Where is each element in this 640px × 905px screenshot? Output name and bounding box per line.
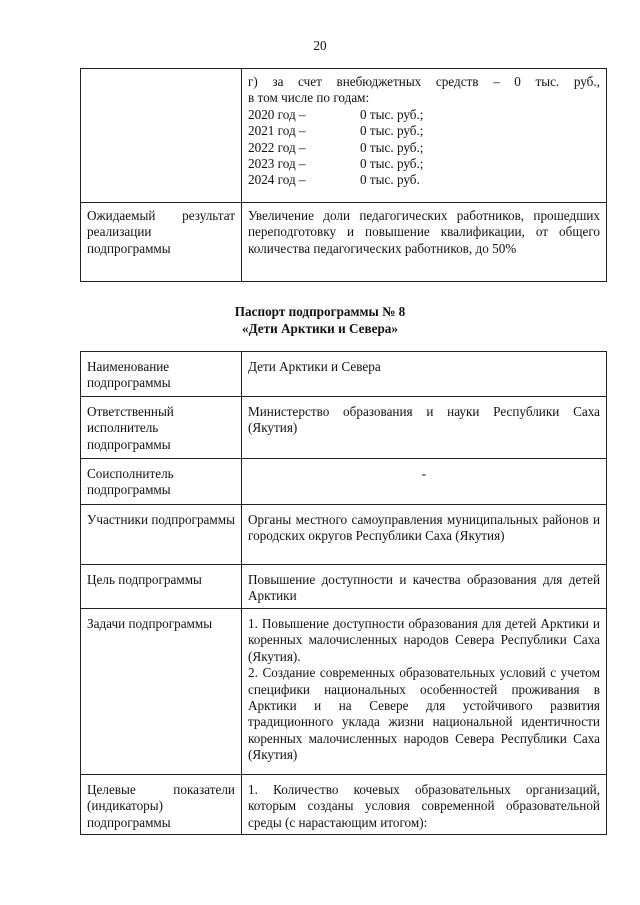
funding-table [80,68,607,282]
passport-row-value: Органы местного самоуправления муниципальных районов и городских округов Республики Саха (Якутия) [242,505,607,565]
passport-row-value: - [242,459,607,505]
year-line [248,172,600,188]
year-amount: 0 тыс. руб.; [360,123,424,139]
passport-row [81,352,607,397]
year-amount: 0 тыс. руб.; [360,106,424,122]
year-line [248,107,600,123]
year-line [248,140,600,156]
passport-row-label: Соисполнитель подпрограммы [81,459,242,505]
passport-table [80,351,607,835]
year-label: 2024 год – [248,172,306,188]
expected-result-row [81,203,607,282]
section-title-line2: «Дети Арктики и Севера» [241,321,398,336]
year-line [248,123,600,139]
funding-row [81,69,607,203]
funding-value-cell [242,69,607,203]
expected-result-label: Ожидаемый результат реализации подпрограммы [81,203,242,282]
year-amount: 0 тыс. руб. [360,172,420,188]
year-label: 2023 год – [248,156,306,172]
passport-row [81,505,607,565]
year-line [248,156,600,172]
year-label: 2020 год – [248,106,306,122]
year-label: 2021 год – [248,123,306,139]
funding-intro-years: в том числе по годам: [248,90,370,106]
passport-row [81,459,607,505]
passport-row-value: Повышение доступности и качества образования для детей Арктики [242,565,607,609]
page-number: 20 [313,38,327,53]
passport-row-value: 1. Количество кочевых образовательных организаций, которым созданы условия современной образовательной среды (с нарастающим итогом): [242,775,607,835]
passport-row [81,775,607,835]
passport-row-label: Цель подпрограммы [81,565,242,609]
passport-row-label: Наименование подпрограммы [81,352,242,397]
year-label: 2022 год – [248,139,306,155]
passport-row-label: Задачи подпрограммы [81,609,242,775]
passport-row [81,397,607,459]
passport-row-label: Участники подпрограммы [81,505,242,565]
task-item: 2. Создание современных образовательных условий с учетом специфики национальных особенностей проживания в Арктики и на Севере для устойчивого развития традиционного уклада жизни национальной идентичности коренных малочисленных народов Севера Республики Саха (Якутия) [248,665,600,763]
passport-row-label: Целевые показатели (индикаторы) подпрограммы [81,775,242,835]
passport-row-value [242,609,607,775]
section-title [0,303,640,337]
year-amount: 0 тыс. руб.; [360,139,424,155]
task-item: 1. Повышение доступности образования для детей Арктики и коренных малочисленных народов Севера Республики Саха (Якутия). [248,616,600,664]
passport-row [81,609,607,775]
section-title-line1: Паспорт подпрограммы № 8 [234,304,406,319]
year-amount: 0 тыс. руб.; [360,156,424,172]
expected-result-value: Увеличение доли педагогических работников, прошедших переподготовку и повышение квалификации, от общего количества педагогических работников, до 50% [242,203,607,282]
passport-row-value: Дети Арктики и Севера [242,352,607,397]
funding-intro: г) за счет внебюджетных средств – 0 тыс. руб., [248,74,600,89]
passport-row [81,565,607,609]
funding-label-cell [81,69,242,203]
passport-row-label: Ответственный исполнитель подпрограммы [81,397,242,459]
passport-row-value: Министерство образования и науки Республики Саха (Якутия) [242,397,607,459]
